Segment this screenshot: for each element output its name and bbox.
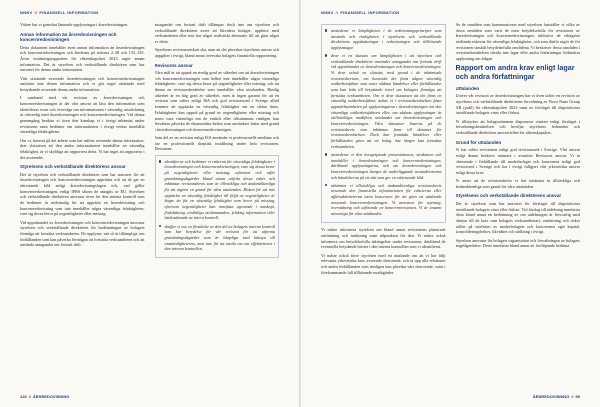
right-footer <box>321 394 580 399</box>
paragraph: Vi måste informera styrelsen om bland annat revisionens planerade omfattning och inriktning samt tidpunkten för den. Vi måste också informera om betydelsefulla iakttagelser under revisionen, däribland de eventuella betydande brister i den interna kontrollen som vi identifierat. <box>321 227 446 250</box>
bullet-box <box>321 24 446 223</box>
paragraph: Vi tillstyrker att bolagsstämman disponerar vinsten enligt förslaget i förvaltningsberättelsen och beviljar styrelsens ledamöter och verkställande direktören ansvarsfrihet för räkenskapsåret. <box>455 118 580 135</box>
left-running-header <box>20 10 279 15</box>
paragraph: Styrelsen ansvarar för bolagets organisation och förvaltningen av bolagets angelägenheter. Detta innefattar bland annat att fortlöpande bedöma <box>455 237 580 249</box>
right-footer-title: ÅRSREDOVISNING <box>532 394 570 399</box>
left-columns <box>20 22 279 387</box>
major-heading: Rapport om andra krav enligt lagar och andra författningar <box>455 63 575 81</box>
bullet-box <box>155 155 280 259</box>
left-header-brand: NNNV <box>20 10 33 15</box>
paragraph: Vi måste också förse styrelsen med ett uttalande om att vi har följt relevanta yrkesetiska krav avseende oberoende, och ta upp alla relationer och andra förhållanden som rimligen kan påverka vårt oberoende, samt i förekommande fall tillhörande motåtgärder. <box>321 252 446 275</box>
right-page <box>301 0 600 407</box>
paragraph: Det är styrelsen och verkställande direktören som har ansvaret för att årsredovisningen och koncernredovisningen upprättas och att de ger en rättvisande bild enligt årsredovisningslagen och, vad gäller koncernredovisningen, enligt IFRS såsom de antagits av EU. Styrelsen och verkställande direktören ansvarar även för den interna kontroll som de bedömer är nödvändig för att upprätta en årsredovisning och koncernredovisning som inte innehåller några väsentliga felaktigheter, vare sig dessa beror på oegentligheter eller misstag. <box>20 171 145 217</box>
paragraph: I samband med vår revision av årsredovisningen och koncernredovisningen är det vårt ansvar att läsa den information som identifieras ovan och överväga om informationen i väsentlig utsträckning är oförenlig med årsredovisningen och koncernredovisningen. Vid denna genomgång beaktar vi även den kunskap vi i övrigt inhämtat under revisionen samt bedömer om informationen i övrigt verkar innehålla väsentliga felaktigheter. <box>20 95 145 135</box>
paragraph: Av de områden som kommuniceras med styrelsen fastställer vi vilka av dessa områden som varit de mest betydelsefulla för revisionen av årsredovisningen och koncernredovisningen, inklusive de viktigaste bedömda riskerna för väsentliga felaktigheter, och som därför utgör de för revisionen särskilt betydelsefulla områdena. Vi beskriver dessa områden i revisionsberättelsen såvida inte lagar eller andra författningar förhindrar upplysning om frågan. <box>455 22 580 62</box>
left-footer-separator: // <box>28 394 31 399</box>
paragraph: Vid upprättandet av årsredovisningen och koncernredovisningen ansvarar styrelsen och verkställande direktören för bedömningen av bolagets förmåga att fortsätta verksamheten. De upplyser, när så är tillämpligt, om förhållanden som kan påverka förmågan att fortsätta verksamheten och att använda antagandet om fortsatt drift. <box>20 219 145 248</box>
section-heading: Annan information än årsredovisningen och koncernredovisningen <box>20 31 117 43</box>
section-heading: Revisorns ansvar <box>154 62 193 68</box>
bullet-list <box>325 28 442 217</box>
paragraph: Styrelsens revisionsutskott ska, utan att det påverkar styrelsens ansvar och uppgifter i övrigt, bland annat övervaka bolagets finansiella rapportering. <box>154 47 279 58</box>
right-column-1 <box>321 22 446 387</box>
paragraph: Vårt uttalande avseende årsredovisningen och koncernredovisningen omfattar inte denna information och vi gör inget uttalande med bestyrkande avseende denna andra information. <box>20 75 145 92</box>
right-footer-separator: // <box>571 394 574 399</box>
paragraph: Om vi, baserat på det arbete som har utförts avseende denna information, drar slutsatsen att den andra informationen innehåller en väsentlig felaktighet, är vi skyldiga att rapportera detta. Vi har inget att rapportera i det avseendet. <box>20 137 145 160</box>
right-page-number: 99 <box>575 394 580 399</box>
left-header-section: FINANSIELL INFORMATION <box>39 10 99 15</box>
left-header-separator: // <box>34 10 38 15</box>
left-page-number: 126 <box>20 394 27 399</box>
paragraph: Det är styrelsen som har ansvaret för förslaget till dispositioner beträffande bolagets vinst eller förlust. Vid förslag till utdelning innefattar detta bland annat en bedömning av om utdelningen är försvarlig med hänsyn till de krav som bolagets verksamhetsart, omfattning och risker ställer på storleken av moderbolagets och koncernens eget kapital, konsolideringsbehov, likviditet och ställning i övrigt. <box>455 200 580 235</box>
left-page <box>0 0 299 407</box>
list-item: inhämtar vi tillräckliga och ändamålsenliga revisionsbevis avseende den finansiella informationen för enheterna eller affärsaktiviteterna inom koncernen för att göra ett uttalande avseende koncernredovisningen. Vi ansvarar för styrning, övervakning och utförande av koncernrevisionen. Vi är ensamt ansvariga för våra uttalanden. <box>325 183 442 217</box>
bullet-list <box>159 159 276 252</box>
paragraph: Våra mål är att uppnå en rimlig grad av säkerhet om att årsredovisningen och koncernredovisningen som helhet inte innehåller några väsentliga felaktigheter, vare sig dessa beror på oegentligheter eller misstag, och att lämna en revisionsberättelse som innehåller våra uttalanden. Rimlig säkerhet är en hög grad av säkerhet, men är ingen garanti för att en revision som utförs enligt ISA och god revisionssed i Sverige alltid kommer att upptäcka en väsentlig felaktighet om en sådan finns. Felaktigheter kan uppstå på grund av oegentligheter eller misstag och anses vara väsentliga om de enskilt eller tillsammans rimligen kan förväntas påverka de ekonomiska beslut som användare fattar med grund i årsredovisningen och koncernredovisningen. <box>154 70 279 132</box>
paragraph: Vi anser att de revisionsbevis vi har inhämtat är tillräckliga och ändamålsenliga som grund för våra uttalanden. <box>455 178 580 189</box>
list-item: drar vi en slutsats om lämpligheten i att styrelsen och verkställande direktören använder antagandet om fortsatt drift vid upprättandet av årsredovisningen och koncernredovisningen. Vi drar också en slutsats, med grund i de inhämtade revisionsbevisen, om huruvida det finns någon väsentlig osäkerhetsfaktor som avser sådana händelser eller förhållanden som kan leda till betydande tvivel om bolagets förmåga att fortsätta verksamheten. Om vi drar slutsatsen att det finns en väsentlig osäkerhetsfaktor, måste vi i revisionsberättelsen fästa uppmärksamheten på upplysningarna i årsredovisningen om den väsentliga osäkerhetsfaktorn eller, om sådana upplysningar är otillräckliga, modifiera uttalandet om årsredovisningen och koncernredovisningen. Våra slutsatser baseras på de revisionsbevis som inhämtas fram till datumet för revisionsberättelsen. Dock kan framtida händelser eller förhållanden göra att ett bolag inte längre kan fortsätta verksamheten. <box>325 53 442 149</box>
list-item: utvärderar vi den övergripande presentationen, strukturen och innehållet i årsredovisningen och koncernredovisningen, däribland upplysningarna, och om årsredovisningen och koncernredovisningen återger de underliggande transaktionerna och händelserna på ett sätt som ger en rättvisande bild. <box>325 152 442 180</box>
paragraph: Vi har utfört revisionen enligt god revisionssed i Sverige. Vårt ansvar enligt denna beskrivs närmare i avsnittet Revisorns ansvar. Vi är oberoende i förhållande till moderbolaget och koncernen enligt god revisorssed i Sverige och har i övrigt fullgjort vårt yrkesetiska ansvar enligt dessa krav. <box>455 147 580 175</box>
right-column-2 <box>456 22 581 387</box>
paragraph: Utöver vår revision av årsredovisningen har vi även utfört en revision av styrelsens och verkställande direktörens förvaltning av Novo Nano Group AB (publ) för räkenskapsåret 2023 samt av förslaget till dispositioner beträffande bolagets vinst eller förlust. <box>455 93 580 116</box>
left-footer <box>20 394 279 399</box>
left-column-2 <box>155 22 280 387</box>
list-item: skaffar vi oss en förståelse av den del av bolagets interna kontroll som har betydelse för vår revision för att utforma granskningsåtgärder som är lämpliga med hänsyn till omständigheterna, men inte för att uttala oss om effektiviteten i den interna kontrollen. <box>159 224 276 252</box>
right-header-separator: // <box>335 10 339 15</box>
paragraph: Vidare har vi granskat lämnade upplysningar i årsredovisningen. <box>20 22 129 27</box>
left-footer-title: ÅRSREDOVISNING <box>32 394 70 399</box>
list-item: identifierar och bedömer vi riskerna för väsentliga felaktigheter i årsredovisningen och koncernredovisningen, vare sig dessa beror på oegentligheter eller misstag, utformar och utför granskningsåtgärder bland annat utifrån dessa risker och inhämtar revisionsbevis som är tillräckliga och ändamålsenliga för att utgöra en grund för våra uttalanden. Risken för att inte upptäcka en väsentlig felaktighet till följd av oegentligheter är högre än för en väsentlig felaktighet som beror på misstag, eftersom oegentligheter kan innefatta agerande i maskopi, förfalskning, avsiktliga utelämnanden, felaktig information eller åsidosättande av intern kontroll. <box>159 159 276 221</box>
paragraph: antagandet om fortsatt drift tillämpas dock inte om styrelsen och verkställande direktören avser att likvidera bolaget, upphöra med verksamheten eller inte har något realistiskt alternativ till att göra något av detta. <box>154 22 279 45</box>
right-header-section: FINANSIELL INFORMATION <box>340 10 400 15</box>
section-heading: Styrelsens och verkställande direktörens ansvar <box>455 193 562 199</box>
right-running-header <box>321 10 580 15</box>
section-heading: Uttalanden <box>455 85 480 91</box>
paragraph: Som del av en revision enligt ISA använder vi professionellt omdöme och har en professionellt skeptisk inställning under hela revisionen. Dessutom: <box>154 135 279 152</box>
right-columns <box>321 22 580 387</box>
left-column-1 <box>20 22 145 387</box>
section-heading: Styrelsens och verkställande direktörens ansvar <box>20 164 126 170</box>
list-item: utvärderar vi lämpligheten i de redovisningsprinciper som används och rimligheten i styrelsens och verkställande direktörens uppskattningar i redovisningen och tillhörande upplysningar. <box>325 28 442 51</box>
right-header-brand: NNNV <box>321 10 334 15</box>
paragraph: Detta dokument innehåller även annan information än årsredovisningen och koncernredovisningen och återfinns på sidorna 2–38 och 133–135. Även ersättningsrapporten för räkenskapsåret 2023 utgör annan information. Det är styrelsen och verkställande direktören som har ansvaret för denna andra information. <box>20 44 145 73</box>
section-heading: Grund för uttalanden <box>455 139 502 145</box>
